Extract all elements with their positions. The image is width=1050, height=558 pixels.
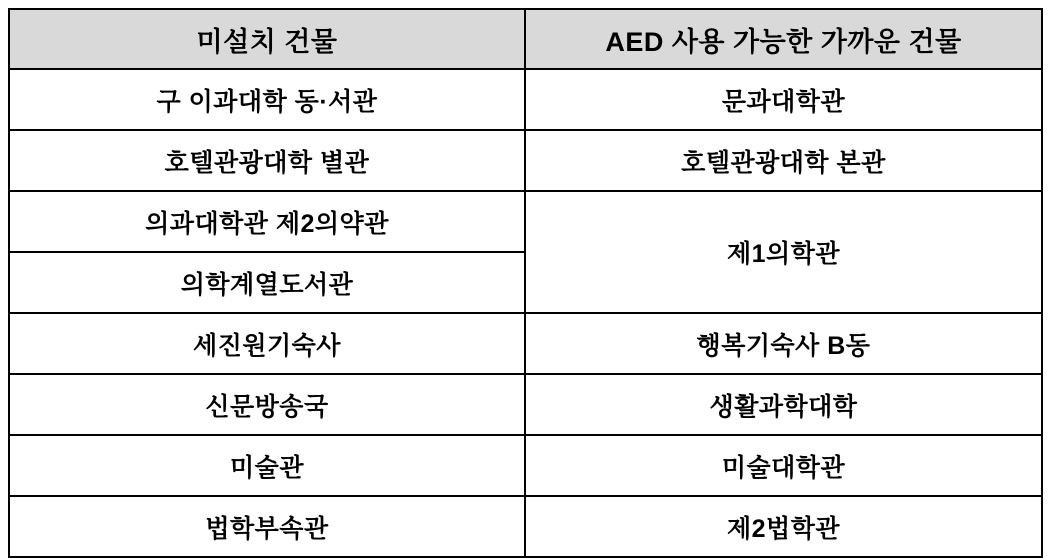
column-header-nearest-aed: AED 사용 가능한 가까운 건물 — [525, 9, 1042, 69]
table-header-row — [9, 9, 1042, 69]
table-header — [9, 9, 1042, 69]
cell-uninstalled-building: 의학계열도서관 — [9, 252, 525, 313]
cell-nearest-building: 문과대학관 — [525, 69, 1042, 130]
table-row — [9, 191, 1042, 252]
cell-uninstalled-building: 미술관 — [9, 435, 525, 496]
table-row — [9, 69, 1042, 130]
table-row — [9, 313, 1042, 374]
table-row — [9, 496, 1042, 557]
aed-building-table — [8, 8, 1043, 558]
cell-uninstalled-building: 세진원기숙사 — [9, 313, 525, 374]
table-row — [9, 130, 1042, 191]
cell-uninstalled-building: 신문방송국 — [9, 374, 525, 435]
cell-nearest-building: 제2법학관 — [525, 496, 1042, 557]
table-row — [9, 435, 1042, 496]
cell-nearest-building: 생활과학대학 — [525, 374, 1042, 435]
cell-nearest-building-merged: 제1의학관 — [525, 191, 1042, 313]
cell-nearest-building: 행복기숙사 B동 — [525, 313, 1042, 374]
cell-uninstalled-building: 호텔관광대학 별관 — [9, 130, 525, 191]
cell-nearest-building: 미술대학관 — [525, 435, 1042, 496]
table-row — [9, 374, 1042, 435]
cell-nearest-building: 호텔관광대학 본관 — [525, 130, 1042, 191]
cell-uninstalled-building: 구 이과대학 동·서관 — [9, 69, 525, 130]
cell-uninstalled-building: 법학부속관 — [9, 496, 525, 557]
cell-uninstalled-building: 의과대학관 제2의약관 — [9, 191, 525, 252]
table-body — [9, 69, 1042, 557]
column-header-uninstalled: 미설치 건물 — [9, 9, 525, 69]
